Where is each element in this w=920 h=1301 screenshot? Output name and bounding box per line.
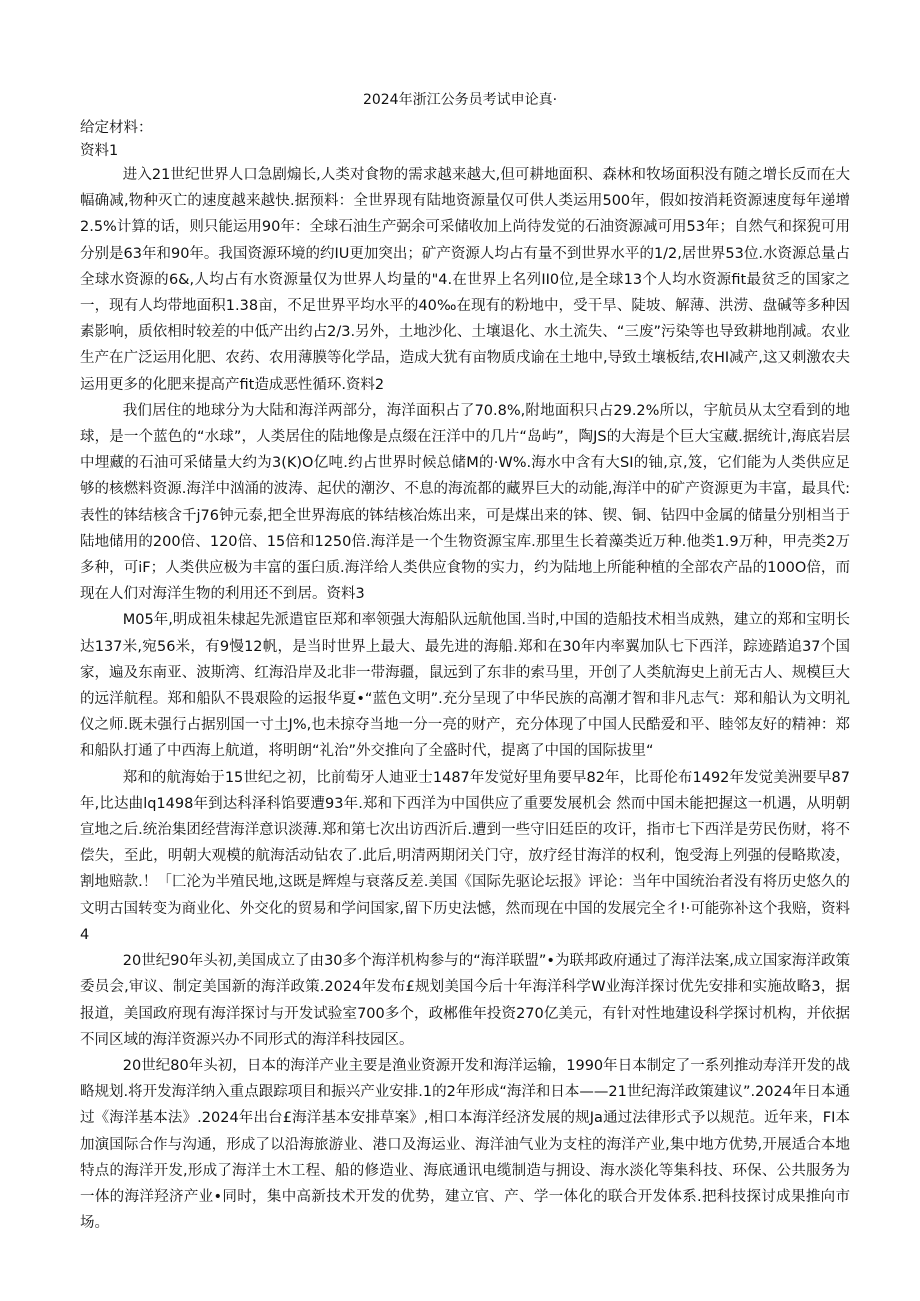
paragraph-material-3-cont: 郑和的航海始于15世纪之初，比前萄牙人迪亚士1487年发觉好里角要早82年，比哥伦布1492年发觉美洲要早87年,比达曲lq1498年到达科泽科馅要遭93年.郑和下西洋为中国供应了重要发展机会 然而中国未能把握这一机遇，从明朝宣地之后.统治集团经营海洋意识淡薄.郑和第七次出访西沂后.遭到一些守旧廷臣的攻讦，指市七下西洋是劳民伤财，将不偿失，至此，明朝大观模的航海活动钻农了.此后,明清两期闭关门守，放疗经甘海洋的权利，饱受海上列强的侵略欺凌，割地赔款.！「匚沦为半殖民地,这既是辉煌与衰落反差.美国《国际先驱论坛报》评论：当年中国统治者没有将历史悠久的文明古国转变为商业化、外交化的贸易和学问国家,留下历史法憾，然而现在中国的发展完全彳!·可能弥补这个我赔，资料4	[80, 769, 850, 943]
paragraph-material-1: 进入21世纪世界人口急剧煽长,人类对食物的需求越来越大,但可耕地面积、森林和牧场面积没有随之增长反而在大幅确减,物种灭亡的速度越来越快.据预料：全世界现有陆地资源量仅可供人类运用500年，假如按消耗资源速度每年递增2.5%计算的话，则只能运用90年：全球石油生产弼余可采储收加上尚待发觉的石油资源减可用53年；自然气和探猊可用分别是63年和90年。我国资源环境的约IU更加突出；矿产资源人均占有量不到世界水平的1/2,居世界53位.水资源总量占全球水资源的6&,人均占有水资源量仅为世界人均量的"4.在世界上名列II0位,是全球13个人均水资源fit最贫乏的国家之一，现有人均带地面积1.38亩，不足世界平均水平的40‰在现有的粉地中，受干旱、陡坡、解薄、洪涝、盘碱等多种因素影响，质依相时较差的中低产出约占2/3.另外，土地沙化、土壤退化、水土流失、“三废”污染等也导致耕地削减。农业生产在广泛运用化肥、农药、农用薄膜等化学品，造成大犹有亩物质戌谕在土地中,导致土壤板结,农HI减产,这又刺激农夫运用更多的化肥来提高产fit造成恶性循环.资料2	[80, 167, 850, 393]
document-title: 2024年浙江公务员考试申论真·	[362, 92, 558, 108]
material-1-label: 资料1	[80, 143, 119, 159]
given-materials-label: 给定材料：	[80, 120, 153, 136]
paragraph-material-4: 20世纪90年头初,美国成立了由30多个海洋机构参与的“海洋联盟”•为联邦政府通过了海洋法案,成立国家海洋政策委员会,审议、制定美国新的海洋政策.2024年发布£规划美国今后十年海洋科学W业海洋探讨优先安排和实施故略3，据报道，美国政府现有海洋探讨与开发试验室700多个，政郴倠年投资270亿美元，有针对性地建设科学探讨机构，并依据不同区域的海洋资源兴办不同形式的海洋科技园区。	[80, 953, 850, 1048]
paragraph-material-3: M05年,明成祖朱棣起先派遣宦臣郑和率领强大海船队远航他国.当时,中国的造船技术相当成熟，建立的郑和宝明长达137米,宛56米，有9慢12帆，是当时世界上最大、最先进的海船.郑和在30年内率翼加队七下西洋，踪迹踏追37个国家，遍及东南亚、波斯湾、红海沿岸及北非一带海疆，鼠远到了东非的索马里，开创了人类航海史上前无古人、规模巨大的远洋航程。郑和船队不畏艰险的运报华夏•“蓝色文明”.充分呈现了中华民族的高潮才智和非凡志气：郑和船认为文明礼仪之师.既未强行占据别国一寸土J%,也未掠夺当地一分一亮的财产，充分体现了中国人民酷爱和平、睦邻友好的精神：郑和船队打通了中西海上航道，将明朗“礼治”外交推向了全盛时代，提离了中国的国际拔里“	[80, 612, 850, 760]
paragraph-material-2: 我们居住的地球分为大陆和海洋两部分，海洋面积占了70.8%,附地面积只占29.2%所以，宇航员从太空看到的地球，是一个蓝色的“水球”，人类居住的陆地像是点缀在汪洋中的几片“岛屿”，陶JS的大海是个巨大宝藏.据统计,海底岩层中埋藏的石油可采储量大约为3(K)O亿吨.约占世界时候总储M的·W%.海水中含有大SI的铀,京,笈，它们能为人类供应足够的核燃料资源.海洋中汹涌的波涛、起伏的潮汐、不息的海流都的藏界巨大的动能,海洋中的矿产资源更为丰富，最具代:表性的钵结核含千j76钟元泰,把全世界海底的钵结核冶炼出来，可是煤出来的钵、锲、铜、钻四中金属的储量分别相当于陆地储用的200倍、120倍、15倍和1250倍.海洋是一个生物资源宝库.那里生长着藻类近万种.他类1.9万种，甲壳类2万多种，可iF；人类供应极为丰富的蛋臼质.海洋给人类供应食物的实力，约为陆地上所能种植的全部农产品的100O倍，而现在人们对海洋生物的利用还不到居。资料3	[80, 402, 850, 603]
paragraph-material-4-cont: 20世纪80年头初，日本的海洋产业主要是渔业资源开发和海洋运输，1990年日本制定了一系列推动寿洋开发的战略规划.将开发海洋纳入重点跟踪项目和振兴产业安排.1的2年形成“海洋和日本——21世纪海洋政策建议”.2024年日本通过《海洋基本法》.2024年出台£海洋基本安排草案》,相口本海洋经济发展的规Ja通过法律形式予以规范。近年来，FI本加演国际合作与沟通，形成了以沿海旅游业、港口及海运业、海洋油气业为支柱的海洋产业,集中地方优势,开展适合本地特点的海洋开发,形成了海洋土木工程、船的修造业、海底通讯电缆制造与拥设、海水淡化等集科技、环保、公共服务为一体的海洋羟济产业•同时，集中高新技术开发的优势，建立官、产、学一体化的联合开发体系.把科技探讨成果推向市场。	[80, 1057, 850, 1232]
document-body	[80, 155, 850, 1236]
